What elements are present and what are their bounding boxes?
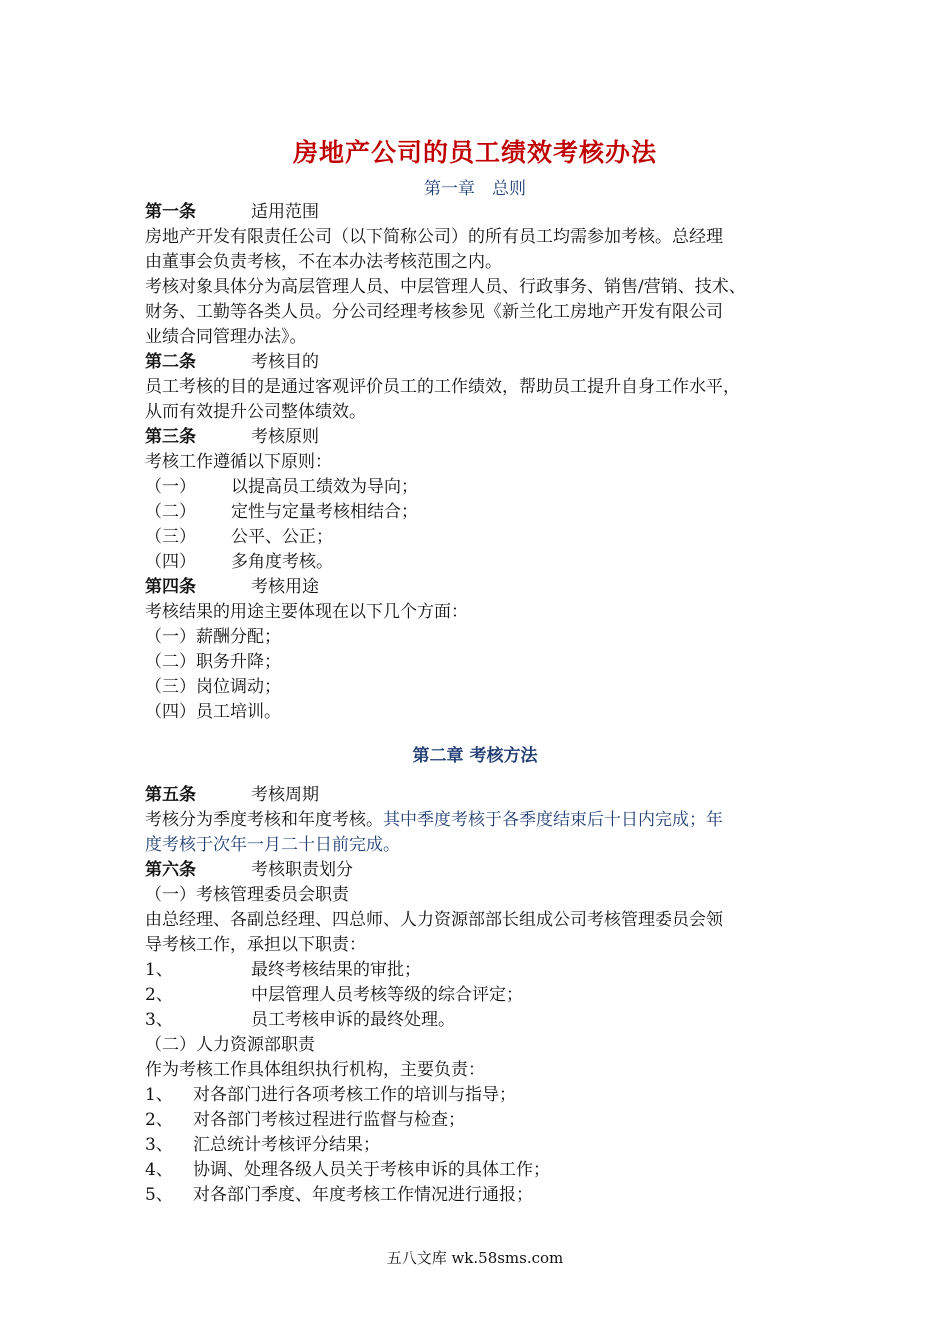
article-number: 第二条	[145, 352, 196, 372]
principle-item	[145, 525, 333, 549]
duty-item	[145, 1008, 455, 1032]
paragraph: 由总经理、各副总经理、四总师、人力资源部部长组成公司考核管理委员会领	[145, 910, 723, 930]
hr-duty-item	[145, 1133, 380, 1157]
article-title: 考核用途	[251, 577, 319, 597]
footer-watermark: 五八文库 wk.58sms.com	[386, 1249, 564, 1267]
usage-item: （二）职务升降；	[145, 652, 281, 672]
paragraph: 考核工作遵循以下原则：	[145, 452, 332, 472]
paragraph: 考核对象具体分为高层管理人员、中层管理人员、行政事务、销售/营销、技术、	[145, 277, 746, 297]
item-text: 多角度考核。	[231, 552, 333, 572]
duty-item	[145, 958, 421, 982]
article-title: 考核原则	[251, 427, 319, 447]
usage-item: （四）员工培训。	[145, 702, 281, 722]
article-title: 考核目的	[251, 352, 319, 372]
item-number: 2、	[145, 985, 173, 1005]
paragraph: 度考核于次年一月二十日前完成。	[145, 835, 400, 855]
principle-item	[145, 500, 418, 524]
paragraph: 房地产开发有限责任公司（以下简称公司）的所有员工均需参加考核。总经理	[145, 227, 723, 247]
item-number: 2、	[145, 1110, 173, 1130]
item-number: 1、	[145, 960, 173, 980]
paragraph: 导考核工作，承担以下职责：	[145, 935, 366, 955]
usage-item: （三）岗位调动；	[145, 677, 281, 697]
paragraph: 从而有效提升公司整体绩效。	[145, 402, 366, 422]
paragraph: 财务、工勤等各类人员。分公司经理考核参见《新兰化工房地产开发有限公司	[145, 302, 723, 322]
paragraph	[145, 808, 723, 832]
principle-item	[145, 475, 418, 499]
item-number: （四）	[145, 552, 196, 572]
usage-item: （一）薪酬分配；	[145, 627, 281, 647]
section-heading: （一）考核管理委员会职责	[145, 885, 349, 905]
item-text: 员工考核申诉的最终处理。	[251, 1010, 455, 1030]
paragraph-part: 考核分为季度考核和年度考核。	[145, 810, 383, 830]
item-text: 对各部门进行各项考核工作的培训与指导；	[193, 1085, 516, 1105]
article-number: 第六条	[145, 860, 196, 880]
item-number: 5、	[145, 1185, 173, 1205]
article-number: 第四条	[145, 577, 196, 597]
article-4-heading	[145, 575, 319, 599]
item-text: 对各部门季度、年度考核工作情况进行通报；	[193, 1185, 533, 1205]
item-text: 公平、公正；	[231, 527, 333, 547]
article-number: 第一条	[145, 202, 196, 222]
article-number: 第三条	[145, 427, 196, 447]
chapter-2-heading: 第二章 考核方法	[412, 746, 538, 766]
item-text: 最终考核结果的审批；	[251, 960, 421, 980]
article-title: 适用范围	[251, 202, 319, 222]
article-6-heading	[145, 858, 353, 882]
item-text: 中层管理人员考核等级的综合评定；	[251, 985, 523, 1005]
item-text: 定性与定量考核相结合；	[231, 502, 418, 522]
item-number: 1、	[145, 1085, 173, 1105]
document-title: 房地产公司的员工绩效考核办法	[292, 138, 657, 167]
duty-item	[145, 983, 523, 1007]
item-number: 4、	[145, 1160, 173, 1180]
item-text: 汇总统计考核评分结果；	[193, 1135, 380, 1155]
section-heading: （二）人力资源部职责	[145, 1035, 315, 1055]
item-number: （二）	[145, 502, 196, 522]
item-number: 3、	[145, 1010, 173, 1030]
hr-duty-item	[145, 1158, 550, 1182]
article-3-heading	[145, 425, 319, 449]
hr-duty-item	[145, 1183, 533, 1207]
item-number: 3、	[145, 1135, 173, 1155]
article-title: 考核职责划分	[251, 860, 353, 880]
article-2-heading	[145, 350, 319, 374]
item-text: 协调、处理各级人员关于考核申诉的具体工作；	[193, 1160, 550, 1180]
item-text: 对各部门考核过程进行监督与检查；	[193, 1110, 465, 1130]
paragraph: 员工考核的目的是通过客观评价员工的工作绩效，帮助员工提升自身工作水平，	[145, 377, 740, 397]
paragraph: 考核结果的用途主要体现在以下几个方面：	[145, 602, 468, 622]
principle-item	[145, 550, 333, 574]
hr-duty-item	[145, 1083, 516, 1107]
article-1-heading	[145, 200, 319, 224]
article-title: 考核周期	[251, 785, 319, 805]
item-text: 以提高员工绩效为导向；	[231, 477, 418, 497]
paragraph: 作为考核工作具体组织执行机构，主要负责：	[145, 1060, 485, 1080]
item-number: （一）	[145, 477, 196, 497]
paragraph: 由董事会负责考核，不在本办法考核范围之内。	[145, 252, 502, 272]
item-number: （三）	[145, 527, 196, 547]
chapter-1-heading: 第一章 总则	[424, 179, 526, 199]
paragraph: 业绩合同管理办法》。	[145, 327, 307, 347]
article-number: 第五条	[145, 785, 196, 805]
paragraph-part-highlight: 其中季度考核于各季度结束后十日内完成；年	[383, 810, 723, 830]
hr-duty-item	[145, 1108, 465, 1132]
article-5-heading	[145, 783, 319, 807]
